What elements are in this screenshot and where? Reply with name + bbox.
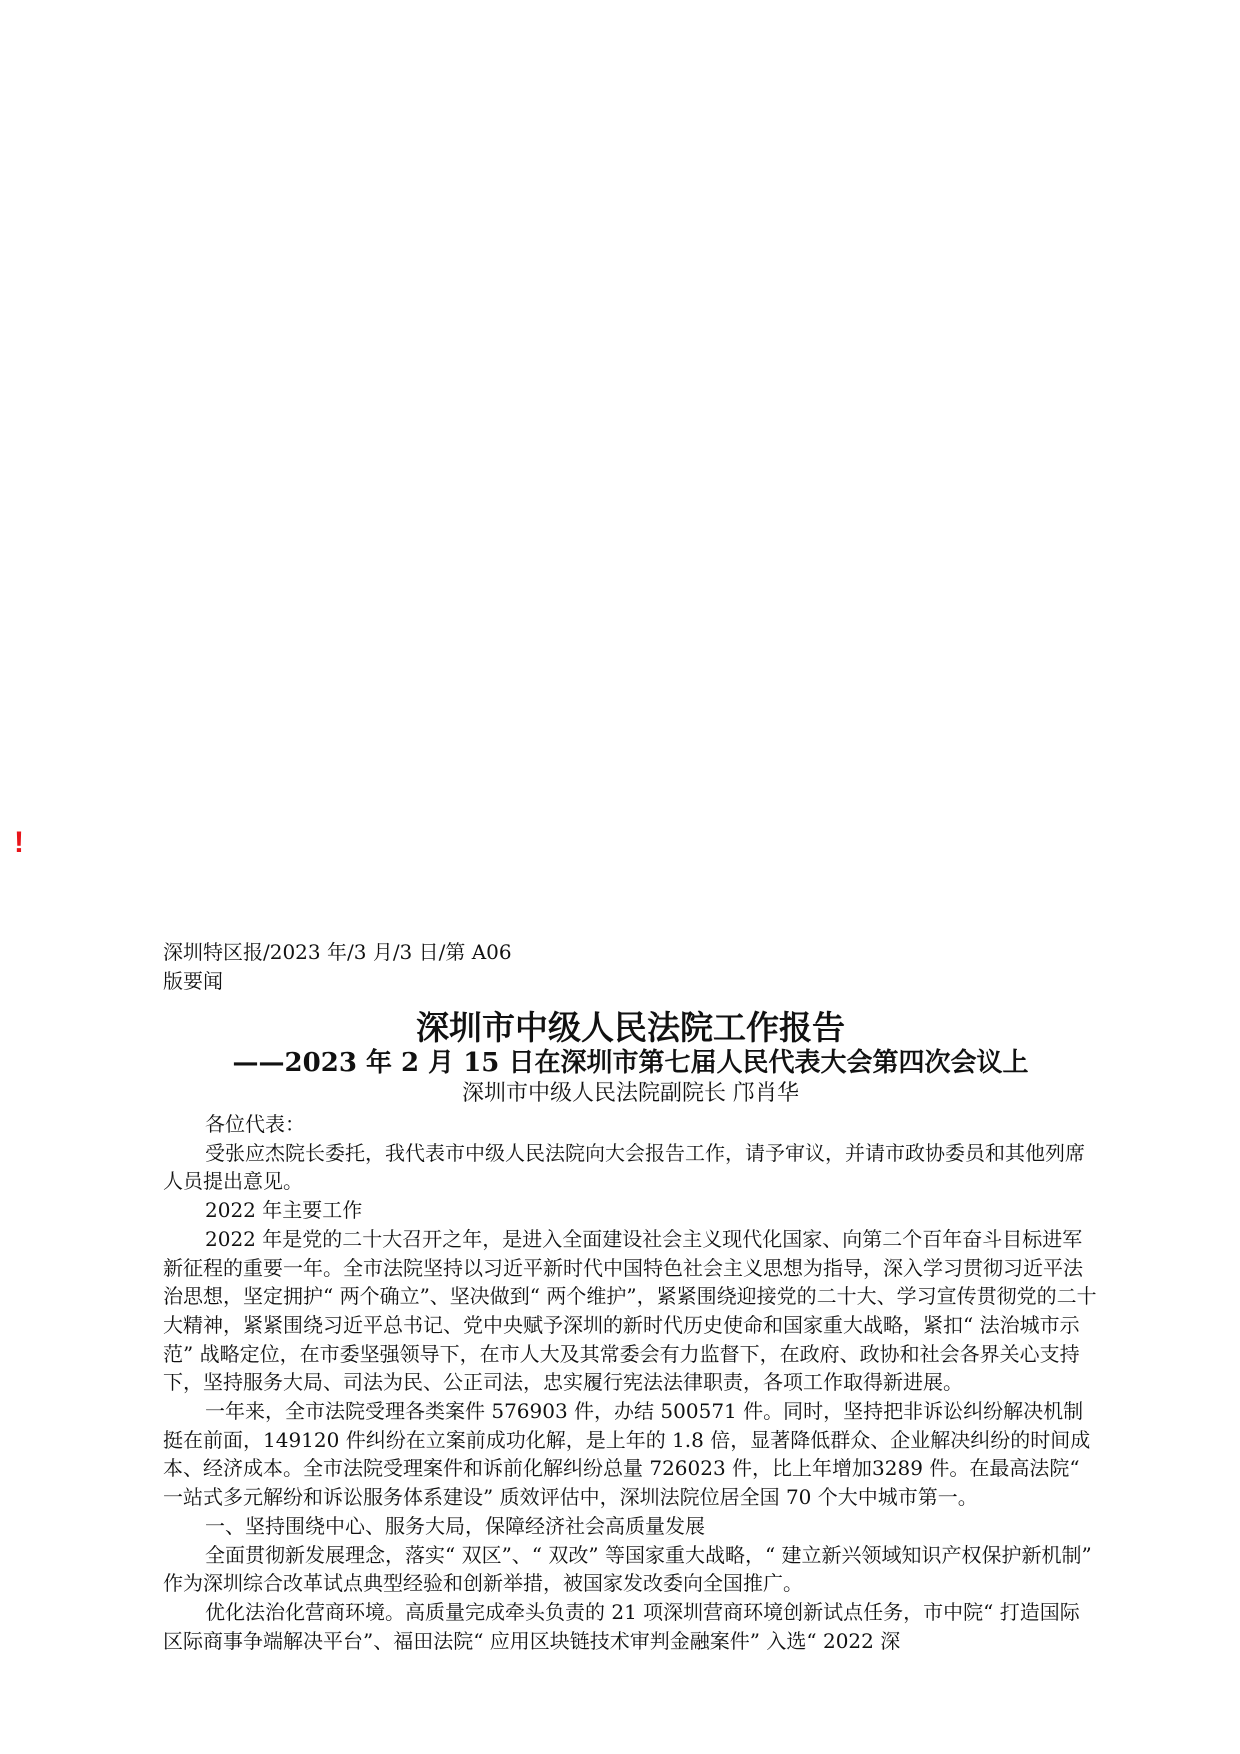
section-line: 版要闻 xyxy=(163,969,223,993)
document-body xyxy=(163,938,1098,1655)
report-title: 深圳市中级人民法院工作报告 xyxy=(416,1008,845,1047)
red-exclamation-mark: ! xyxy=(14,826,24,859)
paragraph: 全面贯彻新发展理念，落实“ 双区”、“ 双改” 等国家重大战略，“ 建立新兴领域知识产权保护新机制” 作为深圳综合改革试点典型经验和创新举措，被国家发改委向全国推广。 xyxy=(163,1542,1092,1596)
section-heading: 一、坚持围绕中心、服务大局，保障经济社会高质量发展 xyxy=(205,1513,705,1538)
report-author: 深圳市中级人民法院副院长 邝肖华 xyxy=(462,1081,799,1106)
paragraph: 优化法治化营商环境。高质量完成牵头负责的 21 项深圳营商环境创新试点任务，市中院“ 打造国际区际商事争端解决平台”、福田法院“ 应用区块链技术审判金融案件” 入选“ 2022 深 xyxy=(163,1599,1080,1653)
paragraph: 一年来，全市法院受理各类案件 576903 件，办结 500571 件。同时，坚持把非诉讼纠纷解决机制挺在前面，149120 件纠纷在立案前成功化解，是上年的 1.8 倍，显著降低群众、企业解决纠纷的时间成本、经济成本。全市法院受理案件和诉前化解纠纷总量 726023 件，比上年增加3289 件。在最高法院“ 一站式多元解纷和诉讼服务体系建设” 质效评估中，深圳法院位居全国 70 个大中城市第一。 xyxy=(163,1399,1091,1510)
paragraph: 2022 年是党的二十大召开之年，是进入全面建设社会主义现代化国家、向第二个百年奋斗目标进军新征程的重要一年。全市法院坚持以习近平新时代中国特色社会主义思想为指导，深入学习贯彻习近平法治思想，坚定拥护“ 两个确立”、坚决做到“ 两个维护”，紧紧围绕迎接党的二十大、学习宣传贯彻党的二十大精神，紧紧围绕习近平总书记、党中央赋予深圳的新时代历史使命和国家重大战略，紧扣“ 法治城市示范” 战略定位，在市委坚强领导下，在市人大及其常委会有力监督下，在政府、政协和社会各界关心支持下，坚持服务大局、司法为民、公正司法，忠实履行宪法法律职责，各项工作取得新进展。 xyxy=(163,1226,1097,1395)
paragraph-salutation: 各位代表： xyxy=(205,1112,305,1136)
source-line: 深圳特区报/2023 年/3 月/3 日/第 A06 xyxy=(163,940,512,964)
paragraph: 受张应杰院长委托，我代表市中级人民法院向大会报告工作，请予审议，并请市政协委员和其他列席人员提出意见。 xyxy=(163,1140,1085,1194)
section-heading: 2022 年主要工作 xyxy=(205,1198,363,1223)
report-subtitle: ——2023 年 2 月 15 日在深圳市第七届人民代表大会第四次会议上 xyxy=(232,1048,1029,1078)
